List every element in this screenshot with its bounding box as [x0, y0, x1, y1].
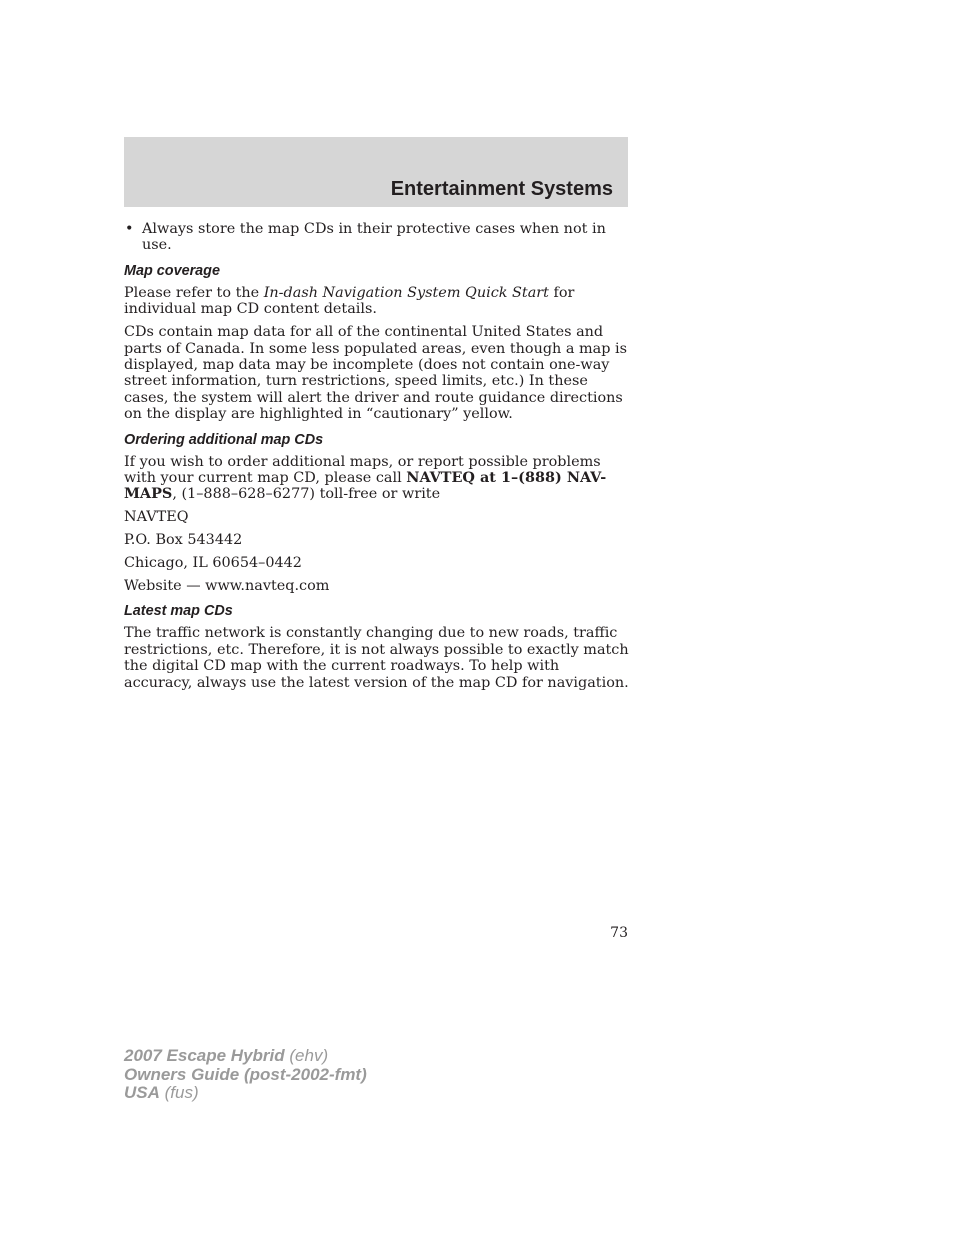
footer-line-3: [124, 1084, 367, 1103]
footer-line-2: [124, 1066, 367, 1085]
footer-market-code: (fus): [159, 1083, 199, 1102]
bullet-item: [124, 221, 630, 254]
footer-market: USA: [124, 1083, 160, 1102]
navteq-phone: NAVTEQ at 1–(888) NAV-MAPS: [124, 468, 607, 503]
website-line: Website — www.navteq.com: [124, 578, 330, 594]
document-footer: [124, 1047, 367, 1103]
heading-map-coverage: Map coverage: [124, 262, 220, 279]
heading-latest-map-cds: Latest map CDs: [124, 603, 233, 620]
heading-ordering-map-cds: Ordering additional map CDs: [124, 431, 324, 448]
text-run: Please refer to the: [124, 284, 264, 301]
bullet-icon: •: [125, 221, 134, 237]
address-name: NAVTEQ: [124, 509, 189, 526]
page-content: [124, 221, 630, 698]
quick-start-title: In-dash Navigation System Quick Start: [263, 284, 549, 301]
footer-model-code: (ehv): [284, 1046, 329, 1065]
footer-line-1: [124, 1047, 367, 1066]
footer-model: 2007 Escape Hybrid: [124, 1046, 285, 1065]
page-number: 73: [610, 925, 628, 941]
address-po-box: P.O. Box 543442: [124, 532, 243, 549]
map-coverage-paragraph-1: [124, 285, 630, 318]
text-run: , (1–888–628–6277) toll-free or write: [172, 486, 441, 503]
ordering-paragraph-1: [124, 454, 630, 503]
section-title: Entertainment Systems: [390, 178, 613, 200]
text-run: If you wish to order additional maps, or report possible problems with your current map CD, please call: [124, 453, 601, 486]
address-city: Chicago, IL 60654–0442: [124, 555, 302, 572]
section-header-band: [124, 137, 628, 207]
latest-paragraph-1: The traffic network is constantly changing due to new roads, traffic restrictions, etc. Therefore, it is not always possible to exactly match the digital CD map with the current roadways. To help with accuracy, always use the latest version of the map CD for navigation.: [124, 625, 629, 691]
map-coverage-paragraph-2: CDs contain map data for all of the continental United States and parts of Canada. In some less populated areas, even though a map is displayed, map data may be incomplete (does not contain one-way street information, turn restrictions, speed limits, etc.) In these cases, the system will alert the driver and route guidance directions on the display are highlighted in “cautionary” yellow.: [124, 324, 628, 423]
bullet-text: Always store the map CDs in their protective cases when not in use.: [142, 221, 606, 254]
footer-guide: Owners Guide (post-2002-fmt): [124, 1064, 367, 1084]
text-run: for individual map CD content details.: [124, 284, 575, 318]
